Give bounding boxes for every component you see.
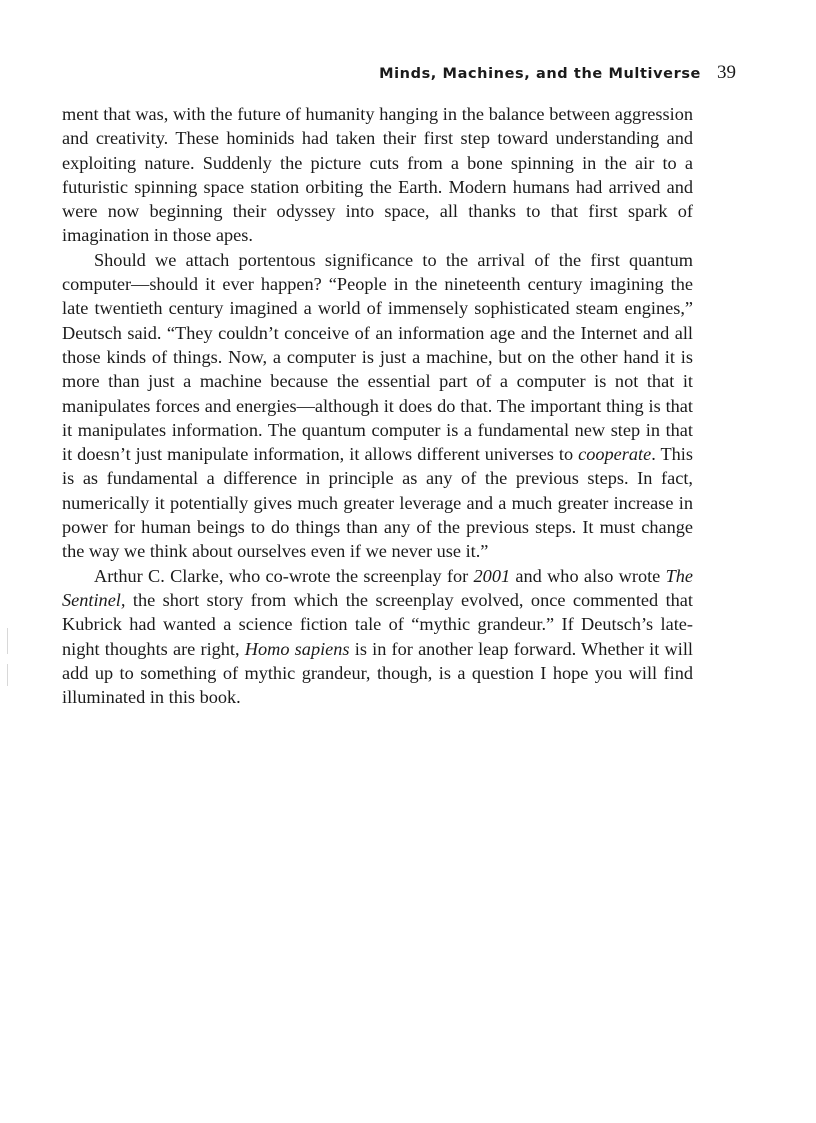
italic-run: Homo sapiens — [244, 638, 350, 659]
text-run: the short story from which the screenplay evolved, once commented that Kubrick had wanted a science fiction tale of “mythic grandeur.” If Deutsch’s late-night thoughts are right, — [62, 589, 693, 659]
scan-edge-mark — [7, 664, 8, 686]
italic-run: cooperate — [578, 444, 652, 465]
paragraph-clarke — [62, 564, 693, 710]
text-run: Should we attach portentous significance to the arrival of the first quantum computer—should it ever happen? “People in the nineteenth century imagining the late twentieth century imagined a world of immensely sophisticated steam engines,” Deutsch said. “They couldn’t conceive of an information age and the Internet and all those kinds of things. Now, a computer is just a machine, but on the other hand it is more than just a machine because the essential part of a computer is not that it manipulates forces and energies—although it does do that. The important thing is that it manipulates information. The quantum computer is a fundamental new step in that it doesn’t just manipulate information, it allows different universes to — [62, 249, 693, 465]
italic-run: The Sentinel, — [62, 565, 694, 610]
paragraph-deutsch-quote — [62, 248, 693, 564]
running-header — [62, 62, 736, 86]
text-run: and who also wrote — [510, 565, 666, 586]
text-run: is in for another leap forward. Whether it will add up to something of mythic grandeur, though, is a question I hope you will find illuminated in this book. — [62, 638, 693, 708]
paragraph-continuation — [62, 102, 693, 248]
page-number: 39 — [717, 62, 736, 83]
scan-edge-mark — [7, 628, 8, 654]
text-run: ment that was, with the future of humanity hanging in the balance between aggression and creativity. These hominids had taken their first step toward understanding and exploiting nature. Suddenly the picture cuts from a bone spinning in the air to a futuristic spinning space station orbiting the Earth. Modern humans had arrived and were now beginning their odyssey into space, all thanks to that first spark of imagination in those apes. — [62, 104, 693, 246]
italic-run: 2001 — [473, 565, 511, 586]
text-run: Arthur C. Clarke, who co-wrote the screenplay for — [94, 565, 474, 586]
running-title: Minds, Machines, and the Multiverse — [379, 66, 701, 82]
text-run: . This is as fundamental a difference in principle as any of the previous steps. In fact, numerically it potentially gives much greater leverage and a much greater increase in power for human beings to do things than any of the previous steps. It must change the way we think about ourselves even if we never use it.” — [62, 444, 693, 562]
body-text — [62, 102, 693, 709]
